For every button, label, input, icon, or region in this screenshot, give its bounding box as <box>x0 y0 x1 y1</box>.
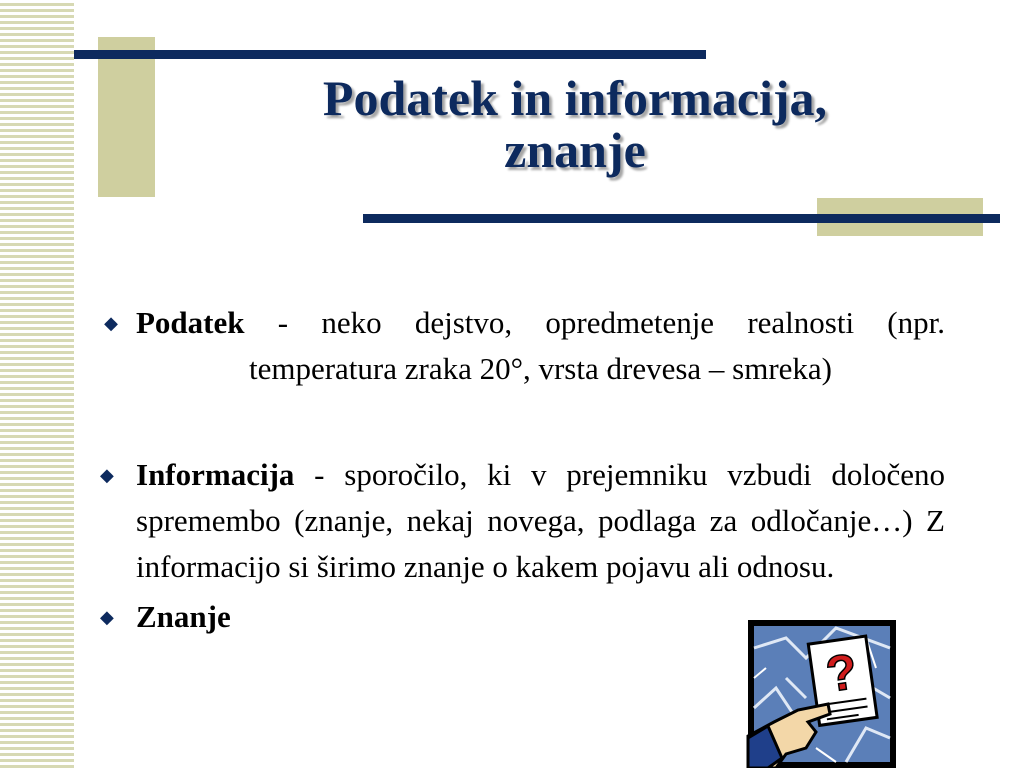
diamond-bullet-icon: ◆ <box>100 607 114 627</box>
bullet-term: Podatek <box>136 305 245 340</box>
left-stripe-decoration <box>0 0 74 768</box>
bullet-list <box>100 300 945 640</box>
slide-title-line-1: Podatek in informacija, <box>322 70 828 126</box>
bullet-item-podatek <box>100 300 945 392</box>
slide-title <box>160 72 990 176</box>
khaki-block-top-decoration <box>98 37 155 197</box>
bullet-item-informacija <box>100 452 945 590</box>
navy-line-bottom-decoration <box>363 214 1000 223</box>
bullet-term: Informacija <box>136 457 295 492</box>
question-card-pointing-hand-icon <box>746 618 898 768</box>
navy-line-top-decoration <box>74 50 706 59</box>
bullet-term: Znanje <box>136 599 231 634</box>
bullet-text: - sporočilo, ki v prejemniku vzbudi določeno spremembo (znanje, nekaj novega, podlaga za odločanje…) Z informacijo si širimo znanje o kakem pojavu ali odnosu. <box>136 457 945 584</box>
diamond-bullet-icon: ◆ <box>100 465 114 485</box>
bullet-text: - neko dejstvo, opredmetenje realnosti (npr. temperatura zraka 20°, vrsta drevesa – smreka) <box>244 305 945 386</box>
question-mark-glyph: ? <box>822 642 861 703</box>
slide-title-line-2: znanje <box>504 122 646 178</box>
diamond-bullet-icon: ◆ <box>104 313 118 333</box>
